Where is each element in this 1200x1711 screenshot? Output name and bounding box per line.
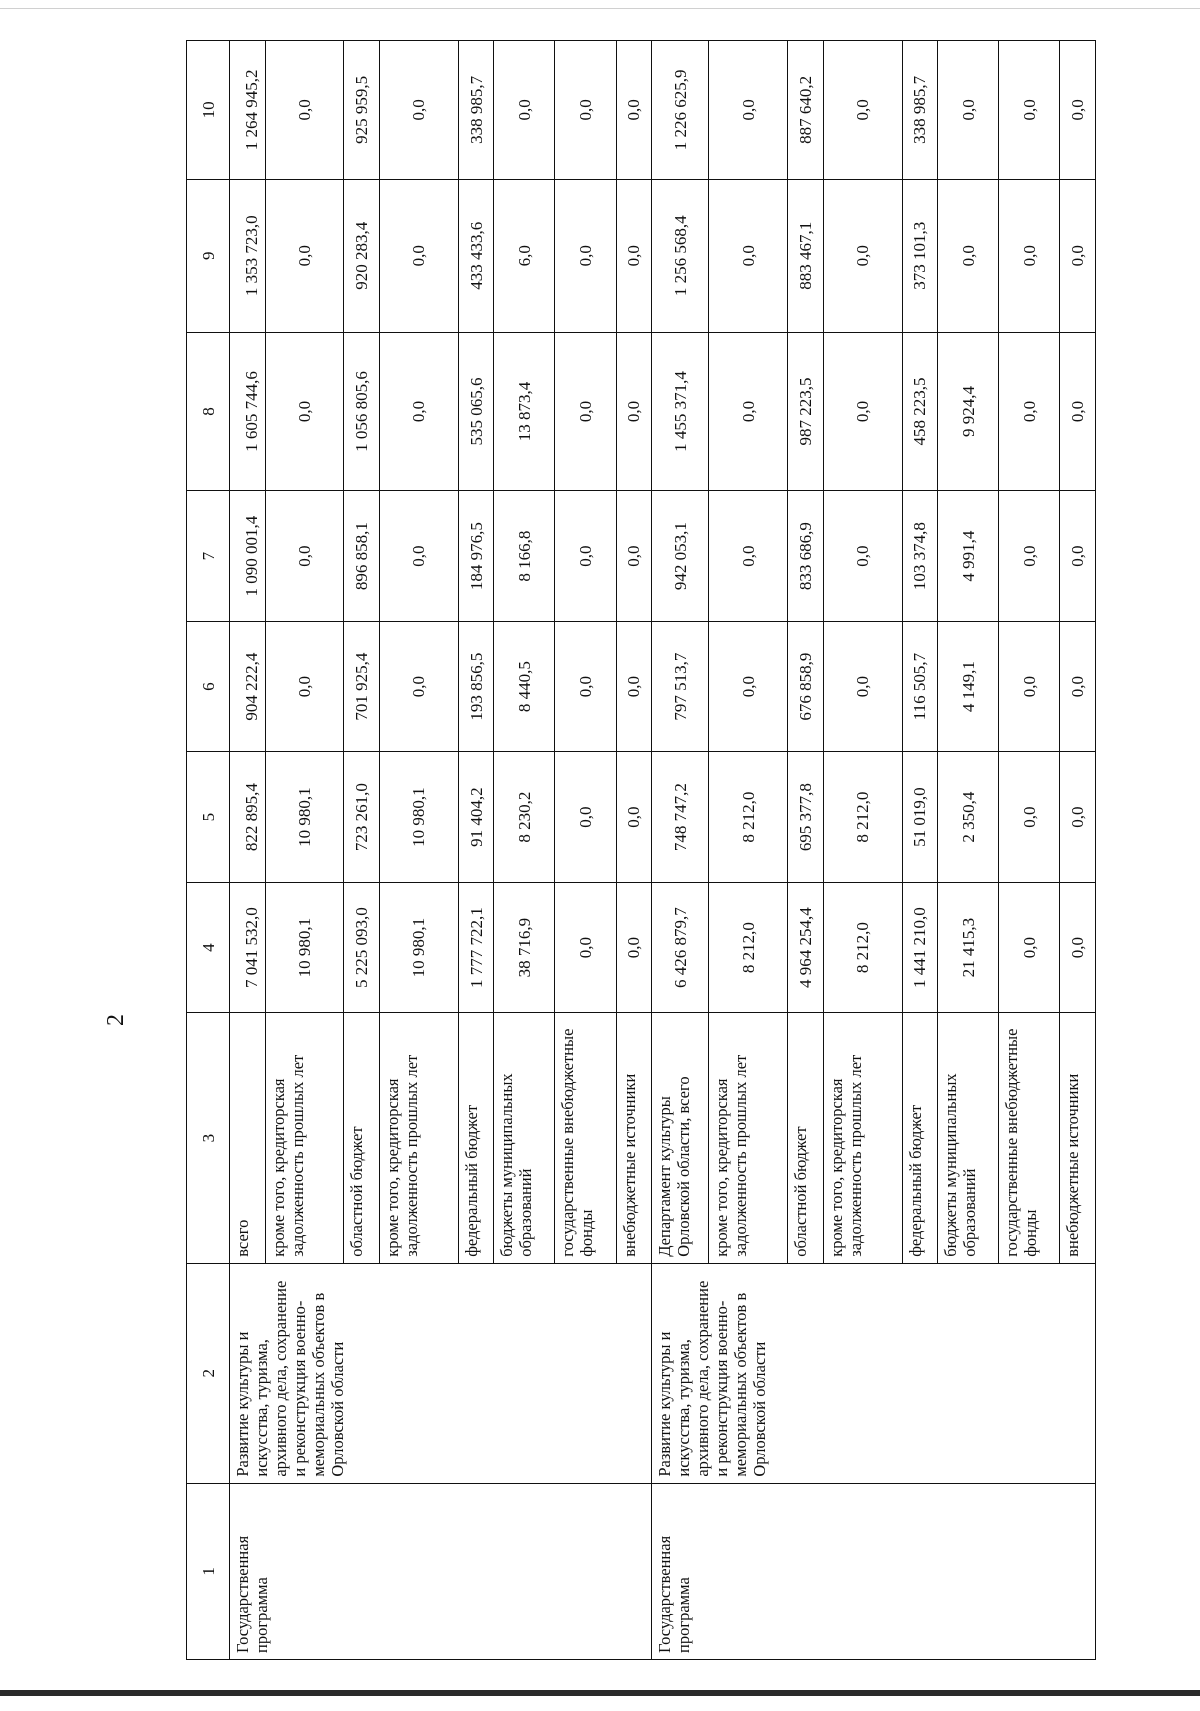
column-header: 7 [187,491,230,622]
amount-cell: 6 426 879,7 [652,882,709,1013]
amount-cell: 0,0 [1060,491,1096,622]
funding-source-cell: федеральный бюджет [902,1013,938,1263]
amount-cell: 0,0 [938,179,999,332]
amount-cell: 797 513,7 [652,621,709,752]
amount-cell: 1 455 371,4 [652,332,709,491]
amount-cell: 0,0 [709,41,788,180]
amount-cell: 8 440,5 [494,621,555,752]
amount-cell: 8 212,0 [709,882,788,1013]
amount-cell: 0,0 [709,621,788,752]
funding-source-cell: внебюджетные источники [616,1013,652,1263]
amount-cell: 116 505,7 [902,621,938,752]
amount-cell: 338 985,7 [902,41,938,180]
amount-cell: 887 640,2 [788,41,824,180]
funding-source-cell: областной бюджет [788,1013,824,1263]
amount-cell: 9 924,4 [938,332,999,491]
column-header: 4 [187,882,230,1013]
amount-cell: 0,0 [999,752,1060,883]
amount-cell: 6,0 [494,179,555,332]
amount-cell: 2 350,4 [938,752,999,883]
column-header: 3 [187,1013,230,1263]
amount-cell: 8 166,8 [494,491,555,622]
amount-cell: 0,0 [823,41,902,180]
funding-source-cell: федеральный бюджет [458,1013,494,1263]
amount-cell: 0,0 [616,621,652,752]
amount-cell: 0,0 [709,179,788,332]
amount-cell: 4 991,4 [938,491,999,622]
amount-cell: 1 256 568,4 [652,179,709,332]
amount-cell: 91 404,2 [458,752,494,883]
column-header: 1 [187,1483,230,1659]
amount-cell: 0,0 [999,491,1060,622]
amount-cell: 1 264 945,2 [230,41,266,180]
amount-cell: 0,0 [616,882,652,1013]
amount-cell: 896 858,1 [344,491,380,622]
amount-cell: 8 212,0 [823,882,902,1013]
table-row [230,41,266,1660]
amount-cell: 701 925,4 [344,621,380,752]
amount-cell: 0,0 [616,332,652,491]
amount-cell: 0,0 [555,621,616,752]
program-name-cell: Развитие культуры и искусства, туризма, архивного дела, сохранение и реконструкция военно-мемориальных объектов в Орловской области [652,1263,1096,1483]
amount-cell: 0,0 [265,179,344,332]
amount-cell: 0,0 [999,621,1060,752]
amount-cell: 883 467,1 [788,179,824,332]
amount-cell: 1 226 625,9 [652,41,709,180]
amount-cell: 0,0 [555,179,616,332]
column-header: 5 [187,752,230,883]
funding-source-cell: бюджеты муниципальных образований [494,1013,555,1263]
amount-cell: 0,0 [265,332,344,491]
amount-cell: 0,0 [1060,621,1096,752]
amount-cell: 0,0 [494,41,555,180]
amount-cell: 0,0 [380,41,459,180]
amount-cell: 10 980,1 [380,882,459,1013]
amount-cell: 0,0 [555,41,616,180]
amount-cell: 0,0 [1060,179,1096,332]
amount-cell: 7 041 532,0 [230,882,266,1013]
amount-cell: 4 964 254,4 [788,882,824,1013]
amount-cell: 925 959,5 [344,41,380,180]
amount-cell: 10 980,1 [265,882,344,1013]
amount-cell: 0,0 [999,882,1060,1013]
funding-source-cell: областной бюджет [344,1013,380,1263]
amount-cell: 373 101,3 [902,179,938,332]
amount-cell: 0,0 [999,41,1060,180]
amount-cell: 0,0 [1060,882,1096,1013]
amount-cell: 1 353 723,0 [230,179,266,332]
amount-cell: 10 980,1 [380,752,459,883]
amount-cell: 0,0 [709,491,788,622]
amount-cell: 0,0 [555,752,616,883]
column-header: 6 [187,621,230,752]
funding-source-cell: кроме того, кредиторская задолженность прошлых лет [823,1013,902,1263]
amount-cell: 0,0 [823,621,902,752]
amount-cell: 458 223,5 [902,332,938,491]
amount-cell: 920 283,4 [344,179,380,332]
amount-cell: 1 441 210,0 [902,882,938,1013]
page-number: 2 [103,1014,129,1026]
amount-cell: 695 377,8 [788,752,824,883]
budget-table [186,40,1096,1660]
amount-cell: 5 225 093,0 [344,882,380,1013]
amount-cell: 0,0 [555,882,616,1013]
amount-cell: 0,0 [380,621,459,752]
amount-cell: 904 222,4 [230,621,266,752]
amount-cell: 1 090 001,4 [230,491,266,622]
amount-cell: 822 895,4 [230,752,266,883]
amount-cell: 0,0 [823,332,902,491]
amount-cell: 0,0 [616,491,652,622]
amount-cell: 0,0 [999,332,1060,491]
column-header: 8 [187,332,230,491]
amount-cell: 0,0 [1060,41,1096,180]
amount-cell: 0,0 [265,41,344,180]
amount-cell: 0,0 [380,491,459,622]
funding-source-cell: государственные внебюджетные фонды [555,1013,616,1263]
amount-cell: 0,0 [265,621,344,752]
amount-cell: 833 686,9 [788,491,824,622]
amount-cell: 10 980,1 [265,752,344,883]
amount-cell: 723 261,0 [344,752,380,883]
amount-cell: 0,0 [823,179,902,332]
amount-cell: 0,0 [616,179,652,332]
amount-cell: 38 716,9 [494,882,555,1013]
amount-cell: 13 873,4 [494,332,555,491]
amount-cell: 0,0 [555,332,616,491]
program-name-cell: Развитие культуры и искусства, туризма, архивного дела, сохранение и реконструкция военно-мемориальных объектов в Орловской области [230,1263,652,1483]
amount-cell: 8 212,0 [709,752,788,883]
amount-cell: 0,0 [380,179,459,332]
funding-source-cell: Департамент культуры Орловской области, всего [652,1013,709,1263]
budget-table-container [186,40,1096,1660]
column-header: 9 [187,179,230,332]
program-status-cell: Государственная программа [230,1483,652,1659]
column-header: 10 [187,41,230,180]
program-status-cell: Государственная программа [652,1483,1096,1659]
amount-cell: 433 433,6 [458,179,494,332]
amount-cell: 0,0 [555,491,616,622]
amount-cell: 0,0 [616,41,652,180]
scan-bottom-edge [0,1690,1200,1696]
funding-source-cell: бюджеты муниципальных образований [938,1013,999,1263]
amount-cell: 193 856,5 [458,621,494,752]
amount-cell: 942 053,1 [652,491,709,622]
amount-cell: 0,0 [265,491,344,622]
table-body [230,41,1096,1660]
amount-cell: 0,0 [1060,332,1096,491]
amount-cell: 987 223,5 [788,332,824,491]
funding-source-cell: кроме того, кредиторская задолженность прошлых лет [709,1013,788,1263]
amount-cell: 0,0 [616,752,652,883]
column-header: 2 [187,1263,230,1483]
amount-cell: 51 019,0 [902,752,938,883]
amount-cell: 103 374,8 [902,491,938,622]
amount-cell: 4 149,1 [938,621,999,752]
amount-cell: 8 212,0 [823,752,902,883]
amount-cell: 0,0 [380,332,459,491]
amount-cell: 1 605 744,6 [230,332,266,491]
amount-cell: 0,0 [938,41,999,180]
amount-cell: 8 230,2 [494,752,555,883]
amount-cell: 1 056 805,6 [344,332,380,491]
funding-source-cell: внебюджетные источники [1060,1013,1096,1263]
funding-source-cell: государственные внебюджетные фонды [999,1013,1060,1263]
amount-cell: 184 976,5 [458,491,494,622]
funding-source-cell: кроме того, кредиторская задолженность прошлых лет [265,1013,344,1263]
amount-cell: 748 747,2 [652,752,709,883]
funding-source-cell: всего [230,1013,266,1263]
amount-cell: 338 985,7 [458,41,494,180]
amount-cell: 0,0 [999,179,1060,332]
table-header-row [187,41,230,1660]
funding-source-cell: кроме того, кредиторская задолженность прошлых лет [380,1013,459,1263]
amount-cell: 0,0 [1060,752,1096,883]
amount-cell: 0,0 [823,491,902,622]
amount-cell: 676 858,9 [788,621,824,752]
amount-cell: 1 777 722,1 [458,882,494,1013]
amount-cell: 0,0 [709,332,788,491]
amount-cell: 21 415,3 [938,882,999,1013]
table-row [652,41,709,1660]
amount-cell: 535 065,6 [458,332,494,491]
scan-top-line [0,8,1200,9]
